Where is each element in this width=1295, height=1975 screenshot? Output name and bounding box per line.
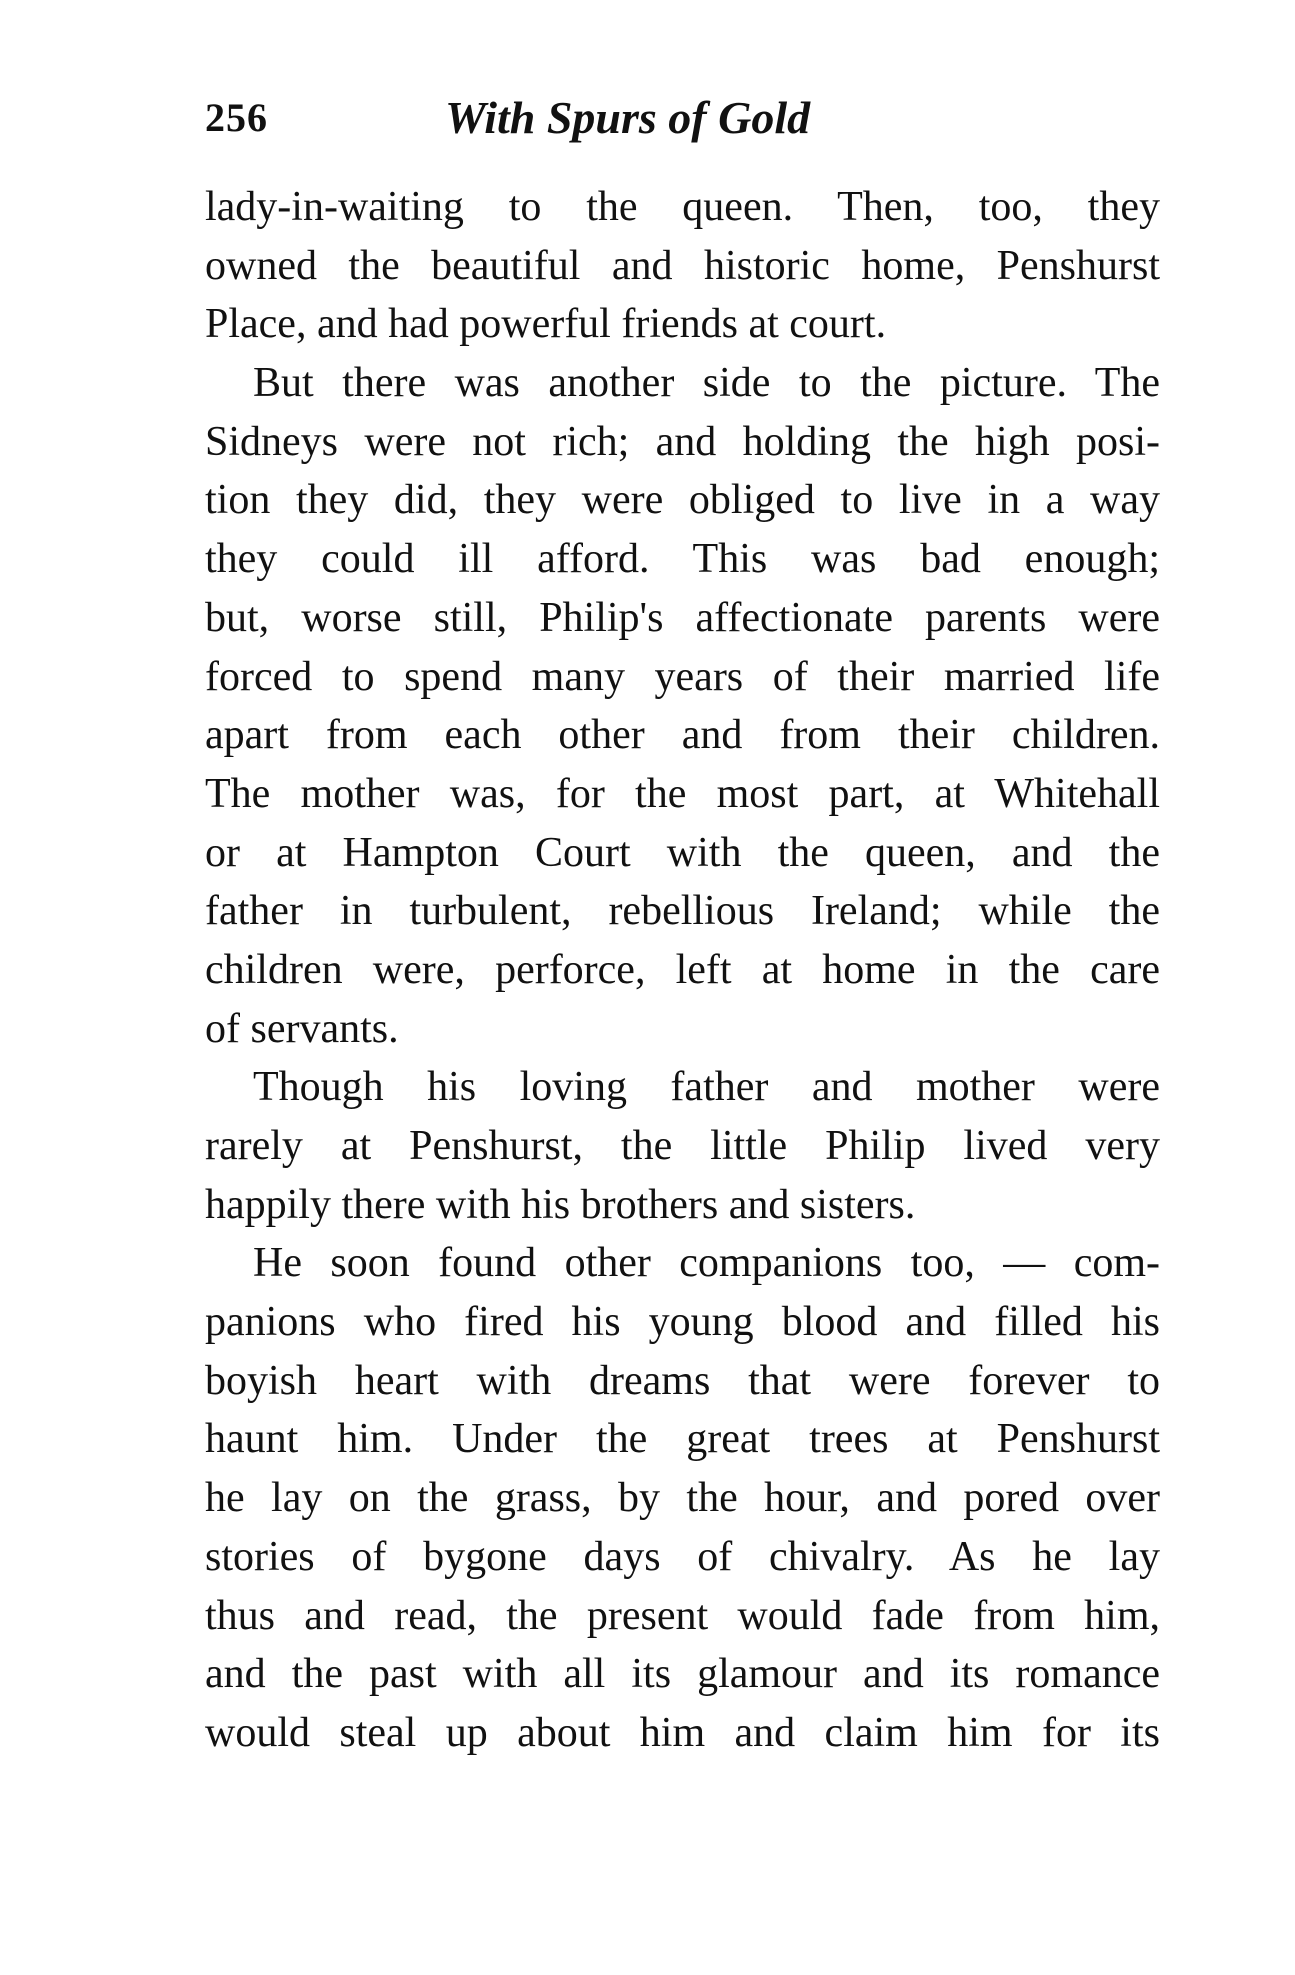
- text-line: of servants.: [205, 1005, 399, 1052]
- text-line: Sidneys were not rich; and holding the high posi-: [205, 418, 1160, 465]
- text-line: would steal up about him and claim him for its: [205, 1709, 1160, 1756]
- text-line: Place, and had powerful friends at court.: [205, 301, 887, 348]
- text-line: children were, perforce, left at home in the care: [205, 946, 1160, 993]
- text-line: tion they did, they were obliged to live in a way: [205, 477, 1160, 524]
- text-line: forced to spend many years of their married life: [205, 653, 1160, 700]
- text-line: happily there with his brothers and sisters.: [205, 1181, 916, 1228]
- text-line: and the past with all its glamour and its romance: [205, 1651, 1160, 1698]
- text-line: rarely at Penshurst, the little Philip lived very: [205, 1123, 1160, 1169]
- text-line: boyish heart with dreams that were forever to: [205, 1357, 1160, 1404]
- text-line: lady-in-waiting to the queen. Then, too, they: [205, 184, 1160, 230]
- text-line: father in turbulent, rebellious Ireland; while the: [205, 888, 1160, 935]
- page-number: 256: [205, 95, 268, 140]
- text-line: The mother was, for the most part, at Whitehall: [205, 770, 1160, 817]
- text-line: He soon found other companions too, — com-: [253, 1240, 1160, 1287]
- text-line: But there was another side to the picture. The: [253, 360, 1160, 407]
- text-line: or at Hampton Court with the queen, and the: [205, 829, 1160, 876]
- text-line: he lay on the grass, by the hour, and pored over: [205, 1475, 1160, 1522]
- text-line: haunt him. Under the great trees at Penshurst: [205, 1416, 1160, 1463]
- text-line: panions who fired his young blood and filled his: [205, 1299, 1160, 1346]
- running-head: [205, 88, 1165, 148]
- text-line: Though his loving father and mother were: [253, 1064, 1160, 1111]
- text-line: owned the beautiful and historic home, Penshurst: [205, 242, 1160, 289]
- body-text: [205, 178, 1160, 1763]
- text-line: but, worse still, Philip's affectionate parents were: [205, 594, 1160, 641]
- text-line: stories of bygone days of chivalry. As he lay: [205, 1533, 1160, 1580]
- text-line: they could ill afford. This was bad enough;: [205, 536, 1160, 583]
- text-line: apart from each other and from their children.: [205, 712, 1160, 759]
- text-line: thus and read, the present would fade from him,: [205, 1592, 1160, 1639]
- book-title: With Spurs of Gold: [445, 92, 811, 143]
